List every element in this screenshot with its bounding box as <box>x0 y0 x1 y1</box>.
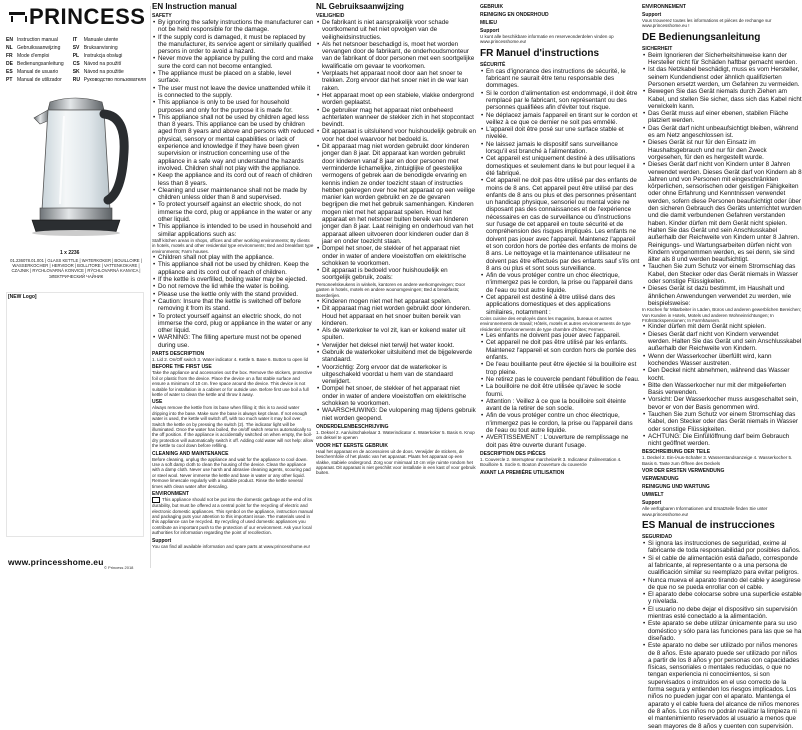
list-item: • Vorsicht: Der Wasserkocher muss ausgeschaltet sein, bevor er von der Basis genommen wird. <box>642 396 802 411</box>
list-item: • By ignoring the safety instructions the manufacturer can not be held responsible for the damage. <box>152 19 314 34</box>
list-item: • Dieses Gerät darf nicht von Kindern verwendet werden. Halten Sie das Gerät und sein Anschlusskabel außerhalb der Reichweite von Kindern. <box>642 331 802 353</box>
similar-uses-fr: Coins cuisine des employés dans les magasins, bureaux et autres environnements de travail; Hôtels, motels et autres environnements de type résidentiel; Environnements de type chambre d'hôtes; Fermes. <box>480 315 631 332</box>
list-item: • Het apparaat moet op een stabiele, vlakke ondergrond worden geplaatst. <box>316 92 477 107</box>
parts-heading-nl: ONDERDELENBESCHRIJVING <box>316 423 389 430</box>
parts-heading-en: PARTS DESCRIPTION <box>152 350 205 357</box>
safety-heading-nl: VEILIGHEID <box>316 13 345 19</box>
list-item: • La bouilloire ne doit être utilisée qu'avec le socle fourni. <box>480 383 640 398</box>
similar-uses-de: In Küchen für Mitarbeiter in Läden, Büros und anderen gewerblichen Bereichen; Von Kunden in Hotels, Motels und anderen Wohneinrichtungen; In Frühstückspensionen; In Farmhäusern. <box>642 307 802 324</box>
list-item: • Si le cordon d'alimentation est endommagé, il doit être remplacé par le fabricant, son représentant ou des personnes qualifiées afin d'éviter tout risque. <box>480 90 640 112</box>
list-item: • Attention : Veillez à ce que la bouilloire soit éteinte avant de la retirer de son socle. <box>480 398 640 413</box>
list-item: • Das Gerät muss auf einer ebenen, stabilen Fläche platziert werden. <box>642 110 802 125</box>
list-item: • Nunca mueva el aparato tirando del cable y asegúrese de que no se pueda enrollar con el cable. <box>642 577 802 592</box>
list-item: • Tauchen Sie zum Schutz vor einem Stromschlag das Kabel, den Stecker oder das Gerät niemals in Wasser oder sonstige Flüssigkeiten. <box>642 411 802 433</box>
list-item: • Children shall not play with the appliance. <box>152 254 314 261</box>
german-spanish-column <box>642 0 802 730</box>
safety-list-es <box>642 540 802 730</box>
language-item: FR Mode d'emploi <box>6 53 50 59</box>
before-heading-en: BEFORE THE FIRST USE <box>152 364 212 371</box>
clean-text-en: Before cleaning, unplug the appliance and wait for the appliance to cool down. Use a soft damp cloth to clean the housing of the device. Clean the appliance with a damp cloth. Never use harsh and abrasive cleaning agents, scouring pad or steel wool. Never immerse the kettle and base in water or any other liquid. Remove limescale regularly with a suitable product. Rinse the kettle several times with clean water after descaling. <box>152 456 311 489</box>
brand-logo <box>9 4 145 30</box>
list-item: • This appliance shall not be used by children. Keep the appliance and its cord out of reach of children. <box>152 261 314 276</box>
language-item: SV Bruksanvisning <box>72 45 118 51</box>
list-item: • Beim Ignorieren der Sicherheitshinweise kann der Hersteller nicht für Schäden haftbar gemacht werden. <box>642 52 802 67</box>
list-item: • Voorzichtig: Zorg ervoor dat de waterkoker is uitgeschakeld voordat u hem van de standaard verwijdert. <box>316 364 477 386</box>
list-item: • Den Deckel nicht abnehmen, während das Wasser kocht. <box>642 367 802 382</box>
list-item: • Cleaning and user maintenance shall not be made by children unless older than 8 and supervised. <box>152 187 314 202</box>
safety-list-2-en <box>152 254 314 349</box>
list-item: • L'appareil doit être posé sur une surface stable et nivelée. <box>480 126 640 141</box>
parts-text-nl: 1. Deksel 2. Aan/uitschakelaar 3. Waterindicator 4. Waterkoker 5. Basis 6. Knop om deksel te openen <box>316 429 475 441</box>
language-item: PT Manual de utilizador <box>6 77 62 83</box>
list-item: • Caution: Insure that the kettle is switched off before removing it from its stand. <box>152 298 314 313</box>
language-item: ES Manual de usuario <box>6 69 59 75</box>
env-text-en: This appliance should not be put into the domestic garbage at the end of its durability, but must be offered at a central point for the recycling of electric and electronic domestic appliances. This symbol on the appliance, instruction manual and packaging puts your attention to this important issue. The materials used in this appliance can be recycled. By recycling of used domestic appliances you contribute an important push to the protection of our environment. Ask your local authorities for information regarding the point of recollection. <box>152 497 314 536</box>
use-heading-nl: GEBRUIK <box>480 4 504 10</box>
website-url[interactable]: www.princesshome.eu <box>8 557 104 567</box>
list-item: • Dit apparaat mag niet worden gebruikt door kinderen jonger dan 8 jaar. Dit apparaat kan worden gebruikt door kinderen vanaf 8 jaar en door personen met verminderde lichamelijke, zintuiglijke of geestelijke vermogens of gebrek aan de benodigde ervaring en kennis indien ze onder toezicht staan of instructies hebben gekregen over hoe het apparaat op een veilige manier kan worden gebruikt en ze de gevaren begrijpen die met het gebruik samenhangen. Kinderen mogen niet met het apparaat spelen. Houd het apparaat en het netsnoer buiten bereik van kinderen jonger dan 8 jaar. Laat reiniging en onderhoud van het apparaat alleen uitvoeren door kinderen ouder dan 8 jaar en onder toezicht staan. <box>316 143 477 245</box>
french-column <box>480 0 640 575</box>
support-heading-en: Support <box>152 537 172 544</box>
list-item: • Keep the appliance and its cord out of reach of children less than 8 years. <box>152 172 314 187</box>
language-item: SK Návod na použitie <box>72 69 124 75</box>
language-item: NL Gebruiksaanwijzing <box>6 45 61 51</box>
list-item: • Les enfants ne doivent pas jouer avec l'appareil. <box>480 332 640 339</box>
list-item: • Gebruik de waterkoker uitsluitend met de bijgeleverde standaard. <box>316 349 477 364</box>
column-divider <box>150 6 151 568</box>
list-item: • Verwijder het deksel niet terwijl het water kookt. <box>316 342 477 349</box>
copyright-text: © Princess 2018 <box>104 565 134 570</box>
english-column <box>152 0 314 575</box>
safety-list-en <box>152 19 314 238</box>
section-title-nl: NL Gebruiksaanwijzing <box>316 2 404 11</box>
safety-list-2-nl <box>316 298 477 422</box>
list-item: • This appliance is only to be used for household purposes and only for the purpose it is made for. <box>152 99 314 114</box>
safety-list-nl <box>316 19 477 282</box>
clean-heading-de: REINIGUNG UND WARTUNG <box>642 484 710 491</box>
list-item: • Cet appareil est destiné à être utilisé dans des applications domestiques et des applications similaires, notamment : <box>480 294 640 316</box>
parts-figure <box>6 292 144 537</box>
figure-label: [NEW Logo] <box>8 294 37 300</box>
use-heading-de: VERWENDUNG <box>642 476 679 483</box>
before-text-en: Take the appliance and accessories out the box. Remove the stickers, protective foil or plastic from the device. Place the device on a flat stable surface and ensure a minimum of 10 cm. free space around the device. This device is not suitable for installation in a cabinet or for outside use. Before first use boil a full kettle of water to clean the kettle and throw it away. <box>152 370 313 398</box>
list-item: • Please use the kettle only with the stand provided. <box>152 291 314 298</box>
parts-heading-de: BESCHREIBUNG DER TEILE <box>642 449 711 456</box>
model-number: 1 x 2236 <box>60 250 80 256</box>
language-item: RU Руководство пользователя <box>72 77 146 83</box>
list-item: • Wenn der Wasserkocher überfüllt wird, kann kochendes Wasser austreten. <box>642 353 802 368</box>
language-item: CS Návod na použití <box>72 61 122 67</box>
crown-icon <box>9 12 25 25</box>
env-heading-en: ENVIRONMENT <box>152 491 189 498</box>
support-text-nl: U kunt alle beschikbare informatie en reserveonderdelen vinden op www.princesshome.eu! <box>480 34 614 45</box>
safety-list-2-fr <box>480 332 640 449</box>
list-item: • Never move the appliance by pulling the cord and make sure the cord can not become entangled. <box>152 55 314 70</box>
brand-name: PRINCESS <box>29 4 146 29</box>
parts-heading-fr: DESCRIPTION DES PIÈCES <box>480 450 546 457</box>
list-item: • Dit apparaat is uitsluitend voor huishoudelijk gebruik en voor het doel waarvoor het bedoeld is. <box>316 128 477 143</box>
language-item: PL Instrukcja obsługi <box>72 53 123 59</box>
cover-column <box>0 0 148 575</box>
list-item: • Afin de vous protéger contre un choc électrique, n'immergez pas le cordon, la prise ou l'appareil dans de l'eau ou tout autre liquide. <box>480 412 640 434</box>
list-item: • En cas d'ignorance des instructions de sécurité, le fabricant ne saurait être tenu responsable des dommages. <box>480 68 640 90</box>
env-heading-de: UMWELT <box>642 492 664 499</box>
list-item: • Dieses Gerät darf nicht von Kindern unter 8 Jahren verwendet werden. Dieses Gerät darf von Kindern ab 8 Jahren und von Personen mit eingeschränkten körperlichen, sensorischen oder geistigen Fähigkeiten oder ohne Erfahrung und Kenntnissen verwendet werden, sofern diese Personen beaufsichtigt oder über den sicheren Gebrauch des Geräts unterrichtet wurden und die damit verbundenen Gefahren verstanden haben. Kinder dürfen mit dem Gerät nicht spielen. Halten Sie das Gerät und sein Anschlusskabel außerhalb der Reichweite von Kindern unter 8 Jahren. Reinigungs- und Wartungsarbeiten dürfen nicht von Kindern vorgenommen werden, es sei denn, sie sind älter als 8 und werden beaufsichtigt. <box>642 161 802 263</box>
clean-heading-nl: REINIGING EN ONDERHOUD <box>480 12 549 18</box>
section-title-fr: FR Manuel d'instructions <box>480 47 600 59</box>
list-item: • Cet appareil ne doit pas être utilisé par les enfants. Maintenez l'appareil et son cordon hors de portée des enfants. <box>480 339 640 361</box>
safety-heading-fr: SÉCURITÉ <box>480 61 506 68</box>
safety-heading-de: SICHERHEIT <box>642 45 673 52</box>
list-item: • This appliance is intended to be used in household and similar applications such as: <box>152 223 314 238</box>
dutch-column <box>316 0 477 575</box>
before-text-nl: Haal het apparaat en de accessoires uit de doos. Verwijder de stickers, de beschermfolie of het plastic van het apparaat. Plaats het apparaat op een vlakke, stabiele ondergrond. Zorg voor minimaal 10 cm vrije ruimte rondom het apparaat. Dit apparaat is niet geschikt voor installatie in een kast of voor gebruik buiten. <box>316 448 476 476</box>
list-item: • Dit apparaat is bedoeld voor huishoudelijk en soortgelijk gebruik, zoals: <box>316 267 477 282</box>
support-text-fr: Vous trouverez toutes les informations et pièces de rechange sur www.princesshome.eu ! <box>642 18 772 29</box>
use-text-en: Always remove the kettle from its base when filling it; this is to avoid water dripping into the base. Make sure the base is always kept clean. If not enough water is used, the kettle will switch off, with too much water it may boil over. Switch the kettle on by pressing the switch (2). The indicator light will be illuminated. Once the water has boiled, the on/off switch returns automatically to the off position. If the appliance is accidentally switched on when empty, the boil-dry protection will automatically switch it off. Adding cold water will not help: allow the kettle to cool down before refilling. <box>152 405 314 449</box>
parts-text-de: 1. Deckel 2. Ein-/Aus-Schalter 3. Wasserstandsanzeige 4. Wasserkocher 5. Basis 6. Taste zum Öffnen des Deckels <box>642 455 793 466</box>
before-heading-nl: VOOR HET EERSTE GEBRUIK <box>316 442 388 449</box>
list-item: • Bewegen Sie das Gerät niemals durch Ziehen am Kabel, und stellen Sie sicher, dass sich das Kabel nicht verwickeln kann. <box>642 88 802 110</box>
list-item: • Dieses Gerät ist dazu bestimmt, im Haushalt und ähnlichen Anwendungen verwendet zu werden, wie beispielsweise: <box>642 285 802 307</box>
language-item: IT Manuale utente <box>72 37 119 43</box>
list-item: • Dieses Gerät ist nur für den Einsatz im Haushaltsgebrauch und nur für den Zweck vorgesehen, für den es hergestellt wurde. <box>642 139 802 161</box>
list-item: • Als het netsnoer beschadigd is, moet het worden vervangen door de fabrikant, de onderhoudsmonteur van de fabrikant of door personen met een soortgelijke kwalificatie om gevaar te voorkomen. <box>316 41 477 70</box>
list-item: • ACHTUNG: Die Einfüllöffnung darf beim Gebrauch nicht geöffnet werden. <box>642 433 802 448</box>
list-item: • Kinderen mogen niet met het apparaat spelen. <box>316 298 477 305</box>
list-item: • Ist das Netzkabel beschädigt, muss es vom Hersteller, seinem Kundendienst oder ähnlich qualifizierten Personen ersetzt werden, um Gefahren zu vermeiden. <box>642 66 802 88</box>
support-text-en: You can find all available information and spare parts at www.princesshome.eu! <box>152 543 310 549</box>
list-item: • Als de waterkoker te vol zit, kan er kokend water uit spuiten. <box>316 327 477 342</box>
list-item: • The user must not leave the device unattended while it is connected to the supply. <box>152 85 314 100</box>
list-item: • AVERTISSEMENT : L'ouverture de remplissage ne doit pas être ouverte durant l'usage. <box>480 434 640 449</box>
clean-heading-en: CLEANING AND MAINTENANCE <box>152 450 229 457</box>
list-item: • Bitte den Wasserkocher nur mit der mitgelieferten Basis verwenden. <box>642 382 802 397</box>
list-item: • Si ignora las instrucciones de seguridad, exime al fabricante de toda responsabilidad por posibles daños. <box>642 540 802 555</box>
section-title-en: EN Instruction manual <box>152 2 237 11</box>
similar-uses-nl: Personeelskeukens in winkels, kantoren en andere werkomgevingen; Door gasten in hotels, motels en andere woonomgevingen; Bed & breakfasts; Boerderijen. <box>316 281 466 298</box>
list-item: • Este aparato se debe utilizar únicamente para su uso doméstico y sólo para las funciones para las que se ha diseñado. <box>642 620 802 642</box>
support-text-de: Alle verfügbaren Informationen und Ersatzteile finden Sie unter www.princesshome.eu! <box>642 506 768 517</box>
list-item: • Este aparato no debe ser utilizado por niños menores de 8 años. Este aparato puede ser utilizado por niños a partir de los 8 años y por personas con capacidades físicas, sensoriales o mentales reducidas, o que no tengan experiencia ni conocimientos, si son supervisados o instruidos en el uso correcto de la forma segura y entienden los riesgos implicados. Los niños no pueden jugar con el aparato. Mantenga el aparato y el cable fuera del alcance de niños menores de 8 años. Los niños no podrán realizar la limpieza ni el mantenimiento reservados al usuario a menos que sean mayores de 8 años y cuenten con supervisión. <box>642 642 802 730</box>
section-title-de: DE Bedienungsanleitung <box>642 31 761 43</box>
list-item: • De fabrikant is niet aansprakelijk voor schade voortkomend uit het niet opvolgen van de veiligheidsinstructies. <box>316 19 477 41</box>
list-item: • To protect yourself against an electric shock, do not immerse the cord, plug or appliance in the water or any other liquid. <box>152 201 314 223</box>
safety-heading-en: SAFETY <box>152 13 172 19</box>
list-item: • Verplaats het apparaat nooit door aan het snoer te trekken. Zorg ervoor dat het snoer niet in de war kan raken. <box>316 70 477 92</box>
safety-heading-es: SEGURIDAD <box>642 534 673 541</box>
list-item: • Dompel het snoer, de stekker of het apparaat niet onder in water of andere vloeistoffen om elektrische schokken te voorkomen. <box>316 385 477 407</box>
similar-uses-en: Staff kitchen areas in shops, offices and other working environments; By clients in hotels, motels and other residential type environments; Bed and breakfast type environments; Farm houses. <box>152 237 314 254</box>
list-item: • Cet appareil est uniquement destiné à des utilisations domestiques et seulement dans le but pour lequel il a été fabriqué. <box>480 155 640 177</box>
before-heading-fr: AVANT LA PREMIÈRE UTILISATION <box>480 469 565 476</box>
language-list <box>6 36 146 84</box>
list-item: • This appliance shall not be used by children aged less than 8 years. This appliance can be used by children aged from 8 years and above and persons with reduced physical, sensory or mental capabilities or lack of experience and knowledge if they have been given supervision or instruction concerning use of the appliance in a safe way and understand the hazards involved. Children shall not play with the appliance. <box>152 114 314 172</box>
list-item: • WARNING: The filling aperture must not be opened during use. <box>152 334 314 349</box>
support-heading-fr: Support <box>642 12 662 18</box>
before-heading-de: VOR DER ERSTEN VERWENDUNG <box>642 468 725 475</box>
list-item: • El usuario no debe dejar el dispositivo sin supervisión mientras esté conectado a la alimentación. <box>642 606 802 621</box>
language-item: EN Instruction manual <box>6 37 58 43</box>
list-item: • Do not remove the lid while the water is boiling. <box>152 283 314 290</box>
list-item: • Dit apparaat mag niet worden gebruikt door kinderen. Houd het apparaat en het snoer buiten bereik van kinderen. <box>316 305 477 327</box>
list-item: • Dompel het snoer, de stekker of het apparaat niet onder in water of andere vloeistoffen om elektrische schokken te voorkomen. <box>316 245 477 267</box>
safety-list-2-de <box>642 323 802 447</box>
list-item: • Tauchen Sie zum Schutz vor einem Stromschlag das Kabel, den Stecker oder das Gerät niemals in Wasser oder sonstige Flüssigkeiten. <box>642 263 802 285</box>
list-item: • If the supply cord is damaged, it must be replaced by the manufacturer, its service agent or similarly qualified persons in order to avoid a hazard. <box>152 34 314 56</box>
env-heading-fr: ENVIRONNEMENT <box>642 4 686 10</box>
list-item: • Das Gerät darf nicht unbeaufsichtigt bleiben, während es am Netz angeschlossen ist. <box>642 125 802 140</box>
list-item: • Cet appareil ne doit pas être utilisé par des enfants de moins de 8 ans. Cet appareil peut être utilisé par des enfants de 8 ans ou plus et des personnes présentant un handicap physique, sensoriel ou mental voire ne disposant pas des connaissances et de l'expérience nécessaires en cas de surveillance ou d'instructions sur l'usage de cet appareil en toute sécurité et de compréhension des risques impliqués. Les enfants ne doivent pas jouer avec l'appareil. Maintenez l'appareil et son cordon hors de portée des enfants de moins de 8 ans. Le nettoyage et la maintenance utilisateur ne doivent pas être effectués par des enfants sauf s'ils ont 8 ans ou plus et sont sous surveillance. <box>480 177 640 272</box>
parts-text-en: 1. Lid 2. On/Off switch 3. Water indicator 4. Kettle 5. Base 6. Button to open lid <box>152 356 309 362</box>
use-heading-en: USE <box>152 399 163 406</box>
support-heading-nl: Support <box>480 28 500 34</box>
safety-list-de <box>642 52 802 307</box>
list-item: • Si el cable de alimentación está dañado, corresponde al fabricante, al representante o a una persona de cualificación similar su reemplazo para evitar peligros. <box>642 555 802 577</box>
support-heading-de: Support <box>642 500 662 507</box>
list-item: • WAARSCHUWING: De vulopening mag tijdens gebruik niet worden geopend. <box>316 407 477 422</box>
list-item: • The appliance must be placed on a stable, level surface. <box>152 70 314 85</box>
list-item: • Ne laissez jamais le dispositif sans surveillance lorsqu'il est branché à l'alimentation. <box>480 141 640 156</box>
section-title-es: ES Manual de instrucciones <box>642 520 775 532</box>
list-item: • To protect yourself against an electric shock, do not immerse the cord, plug or appliance in the water or any other liquid. <box>152 313 314 335</box>
product-code-line: 01.236078.01.001 | GLASS KETTLE | WATERKOKER | BOUILLOIRE | WASSERKOCHER | HERVIDOR | BOLLITORE | VATTENKOKARE | CZAJNIK | RYCHLOVARNÁ KONVICE | RÝCHLOVARNÁ KANVICA | ЭЛЕКТРИЧЕСКИЙ ЧАЙНИК <box>10 258 142 279</box>
env-heading-nl: MILIEU <box>480 20 497 26</box>
language-item: DE Bedienungsanleitung <box>6 61 64 67</box>
list-item: • De gebruiker mag het apparaat niet onbeheerd achterlaten wanneer de stekker zich in het stopcontact bevindt. <box>316 107 477 129</box>
list-item: • De l'eau bouillante peut être éjectée si la bouilloire est trop pleine. <box>480 361 640 376</box>
list-item: • Kinder dürfen mit dem Gerät nicht spielen. <box>642 323 802 330</box>
list-item: • Ne déplacez jamais l'appareil en tirant sur le cordon et veillez à ce que ce dernier ne soit pas emmêlé. <box>480 112 640 127</box>
kettle-product-image <box>20 92 135 242</box>
list-item: • El aparato debe colocarse sobre una superficie estable y nivelada. <box>642 591 802 606</box>
list-item: • If the kettle is overfilled, boiling water may be ejected. <box>152 276 314 283</box>
list-item: • Ne retirez pas le couvercle pendant l'ébullition de l'eau. <box>480 376 640 383</box>
safety-list-fr <box>480 68 640 316</box>
parts-text-fr: 1. Couvercle 2. Interrupteur marche/arrêt 3. Indicateur d'alimentation 4. Bouilloire 5. Socle 6. Bouton d'ouverture du couvercle <box>480 456 622 468</box>
list-item: • Afin de vous protéger contre un choc électrique, n'immergez pas le cordon, la prise ou l'appareil dans de l'eau ou tout autre liquide. <box>480 272 640 294</box>
